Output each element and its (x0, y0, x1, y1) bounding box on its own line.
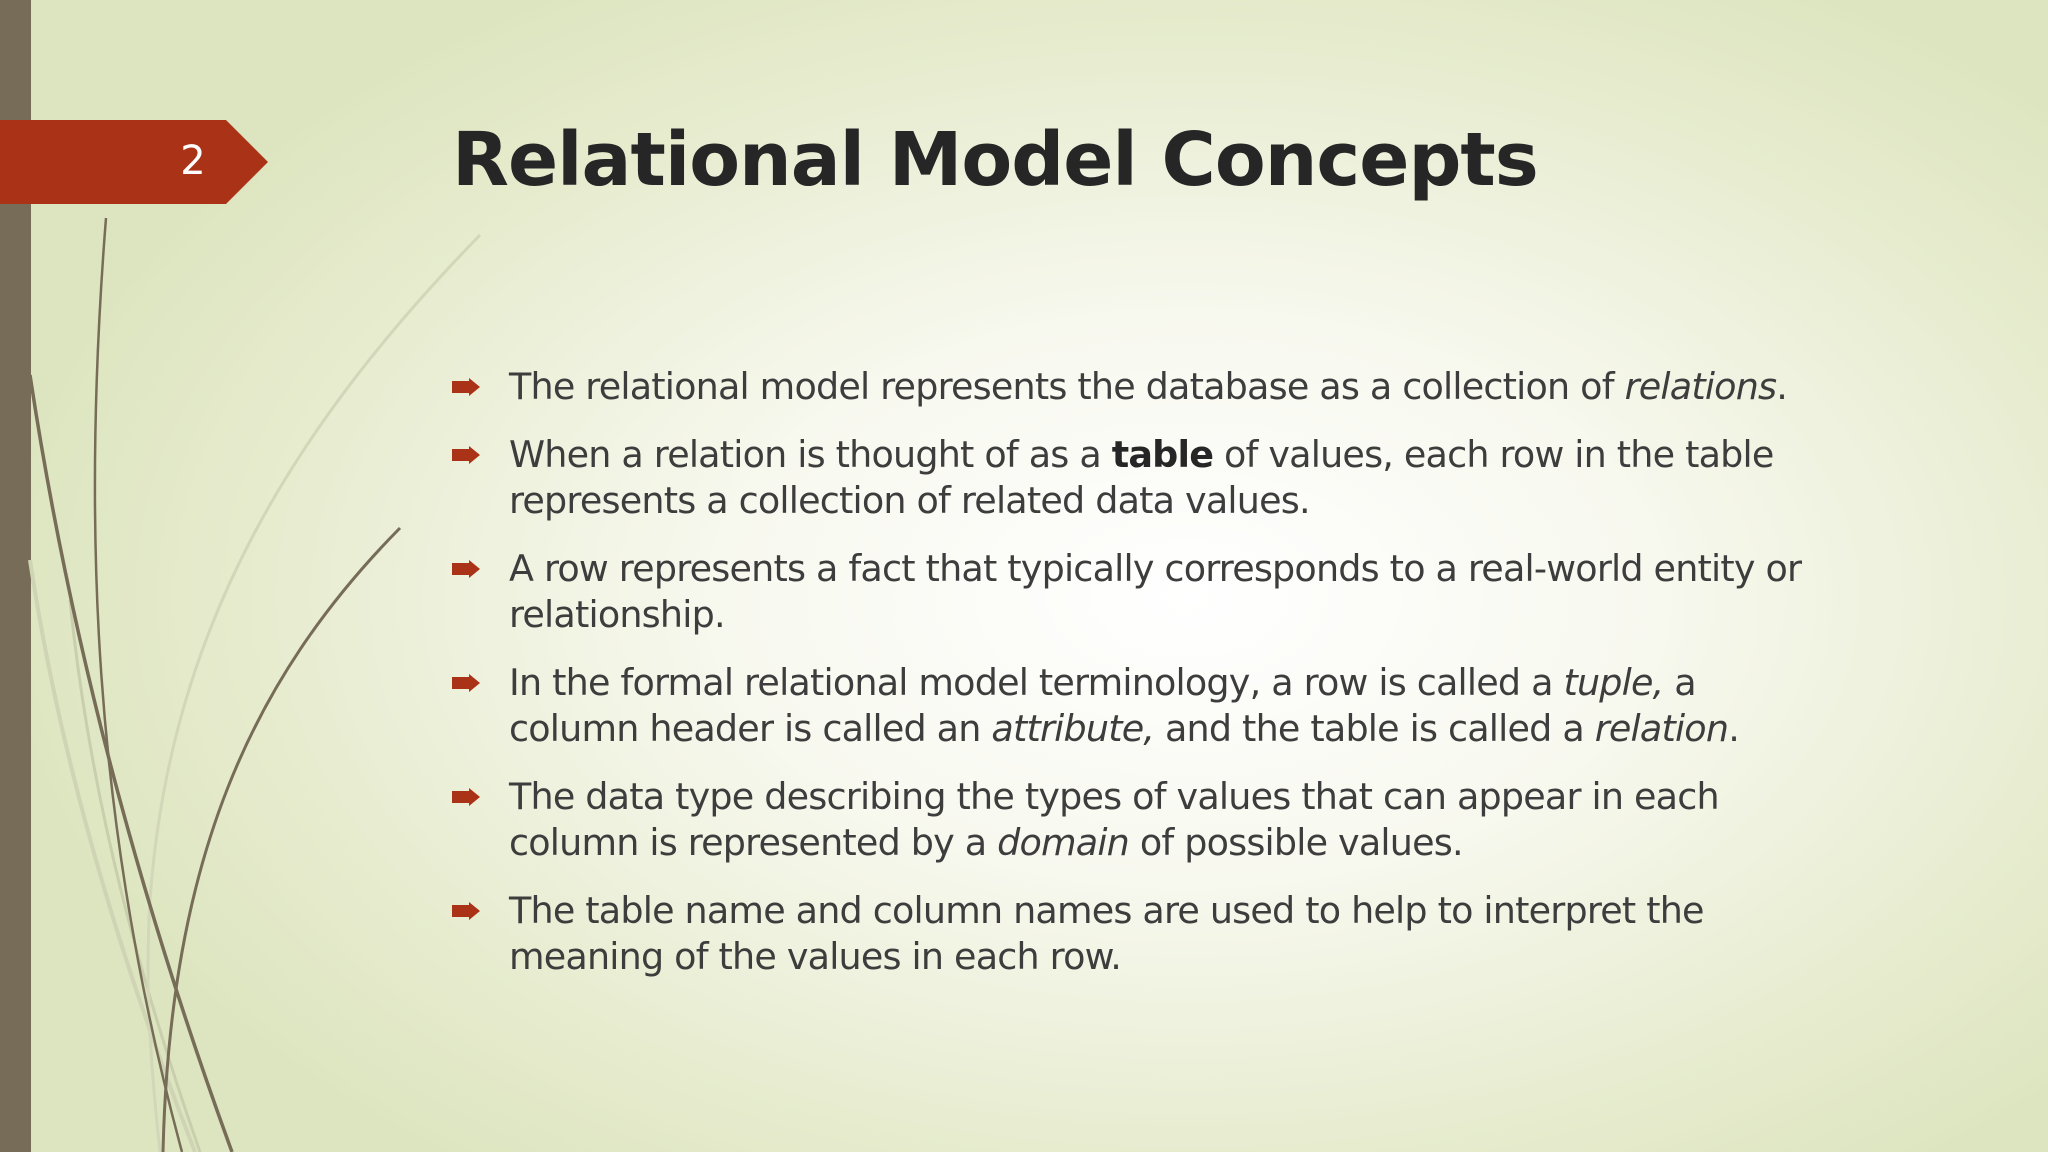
bullet-item (452, 660, 1902, 752)
arrow-bullet-icon (452, 674, 480, 692)
bullet-list (452, 364, 1902, 1002)
arrow-bullet-icon (452, 788, 480, 806)
arrow-bullet-icon (452, 560, 480, 578)
grass-stroke-1 (30, 375, 232, 1152)
bullet-line: A row represents a fact that typically corresponds to a real-world entity or (509, 547, 1802, 590)
bullet-line: The relational model represents the database as a collection of relations. (509, 365, 1788, 408)
bullet-line: The table name and column names are used to help to interpret the (509, 889, 1704, 932)
slide-number: 2 (180, 138, 206, 184)
bullet-line: In the formal relational model terminology, a row is called a tuple, a (509, 661, 1696, 704)
bullet-line: The data type describing the types of values that can appear in each (509, 775, 1719, 818)
bullet-line: When a relation is thought of as a table of values, each row in the table (509, 433, 1774, 476)
bullet-item (452, 888, 1902, 980)
bullet-line: column is represented by a domain of possible values. (509, 821, 1463, 864)
slide-number-tab (0, 120, 268, 204)
slide-title: Relational Model Concepts (452, 117, 1538, 203)
bullet-line: meaning of the values in each row. (509, 935, 1122, 978)
bullet-line: relationship. (509, 593, 725, 636)
bullet-line: represents a collection of related data values. (509, 479, 1310, 522)
bullet-item (452, 432, 1902, 524)
arrow-bullet-icon (452, 902, 480, 920)
arrow-bullet-icon (452, 378, 480, 396)
bullet-line: column header is called an attribute, and the table is called a relation. (509, 707, 1739, 750)
bullet-item (452, 364, 1902, 410)
grass-stroke-faint-3 (148, 235, 480, 1152)
arrow-bullet-icon (452, 446, 480, 464)
bullet-item (452, 546, 1902, 638)
bullet-item (452, 774, 1902, 866)
grass-stroke-2 (95, 218, 182, 1152)
